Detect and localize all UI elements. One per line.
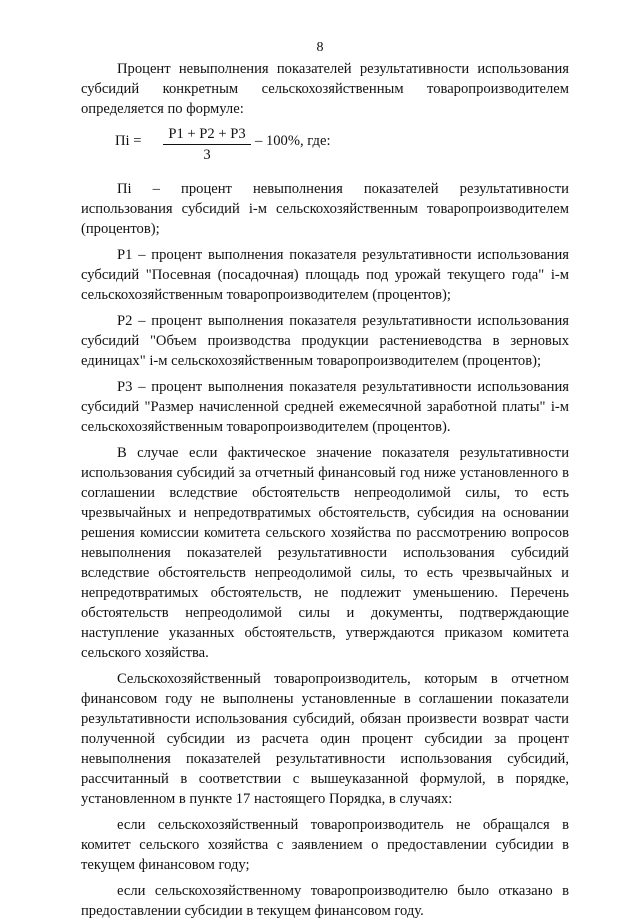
formula xyxy=(81,125,569,169)
definition-item: P2 – процент выполнения показателя результативности использования субсидий "Объем производства продукции растениеводства в зерновых единицах" i-м сельскохозяйственным товаропроизводителем (процентов); xyxy=(81,313,569,369)
formula-lhs: Пi = xyxy=(115,133,142,149)
definition-item: Пi – процент невыполнения показателей результативности использования субсидий i-м сельскохозяйственным товаропроизводителем (процентов); xyxy=(81,181,569,237)
formula-rhs: – 100%, где: xyxy=(255,133,331,149)
formula-numerator: P1 + P2 + P3 xyxy=(168,126,246,142)
document-body xyxy=(81,59,569,921)
fraction-bar xyxy=(163,144,251,145)
formula-fraction xyxy=(163,125,251,164)
formula-denominator: 3 xyxy=(203,147,211,163)
body-paragraph: В случае если фактическое значение показателя результативности использования субсидий за отчетный финансовый год ниже установленного в соглашении вследствие обстоятельств непреодолимой силы, то есть чрезвычайных и непредотвратимых обстоятельств, субсидия на основании решения комиссии комитета сельского хозяйства по рассмотрению вопросов невыполнения показателей результативности использования субсидий вследствие обстоятельств непреодолимой силы, то есть чрезвычайных и непредотвратимых обстоятельств, не подлежит уменьшению. Перечень обстоятельств непреодолимой силы и документы, подтверждающие наступление указанных обстоятельств, утверждаются приказом комитета сельского хозяйства. xyxy=(81,445,569,661)
definition-item: P3 – процент выполнения показателя результативности использования субсидий "Размер начисленной средней ежемесячной заработной платы" i-м сельскохозяйственным товаропроизводителем (процентов). xyxy=(81,379,569,435)
body-paragraph: если сельскохозяйственному товаропроизводителю было отказано в предоставлении субсидии в текущем финансовом году. xyxy=(81,883,569,919)
definition-item: P1 – процент выполнения показателя результативности использования субсидий "Посевная (посадочная) площадь под урожай текущего года" i-м сельскохозяйственным товаропроизводителем (процентов); xyxy=(81,247,569,303)
page-number: 8 xyxy=(316,40,324,55)
body-paragraph: если сельскохозяйственный товаропроизводитель не обращался в комитет сельского хозяйства с заявлением о предоставлении субсидии в текущем финансовом году; xyxy=(81,817,569,873)
intro-paragraph: Процент невыполнения показателей результативности использования субсидий конкретным сельскохозяйственным товаропроизводителем определяется по формуле: xyxy=(81,61,569,117)
body-paragraph: Сельскохозяйственный товаропроизводитель, которым в отчетном финансовом году не выполнены установленные в соглашении показатели результативности использования субсидий, обязан произвести возврат части полученной субсидии из расчета один процент субсидии за процент невыполнения показателей результативности использования субсидий, рассчитанный в соответствии с вышеуказанной формулой, в порядке, установленном в пункте 17 настоящего Порядка, в случаях: xyxy=(81,671,569,807)
